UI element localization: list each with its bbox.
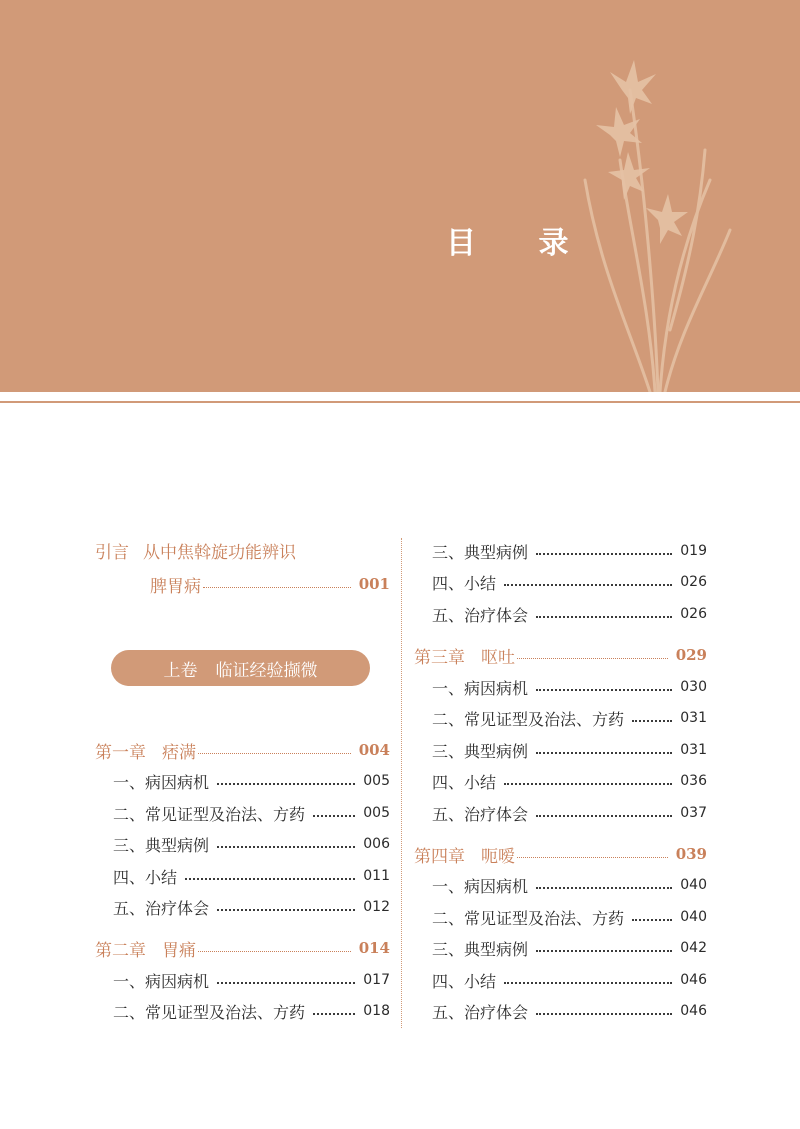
- volume-heading[interactable]: [111, 650, 370, 686]
- toc-section[interactable]: [414, 801, 707, 825]
- section-label: 五、治疗体会: [432, 1002, 529, 1022]
- toc-chapter-1[interactable]: [95, 738, 390, 762]
- section-label: 二、常见证型及治法、方药: [113, 1002, 306, 1022]
- section-page: 018: [363, 1003, 390, 1019]
- leader-dots: [313, 815, 355, 817]
- intro-title-line1: 从中焦斡旋功能辨识: [143, 542, 296, 563]
- leader-dots: [203, 587, 351, 588]
- section-page: 012: [363, 899, 390, 915]
- section-label: 五、治疗体会: [432, 605, 529, 625]
- toc-section[interactable]: [95, 801, 390, 825]
- chapter-title: 痞满: [162, 742, 196, 763]
- section-label: 四、小结: [432, 971, 497, 991]
- volume-label: 上卷: [163, 660, 198, 681]
- volume-title: 临证经验撷微: [215, 660, 318, 681]
- section-label: 二、常见证型及治法、方药: [432, 709, 625, 729]
- section-page: 017: [363, 972, 390, 988]
- section-label: 三、典型病例: [113, 835, 210, 855]
- section-label: 一、病因病机: [432, 678, 529, 698]
- section-page: 037: [680, 805, 707, 821]
- chapter-number: 第二章: [95, 940, 146, 961]
- leader-dots: [536, 689, 672, 691]
- section-label: 四、小结: [432, 772, 497, 792]
- toc-section[interactable]: [414, 706, 707, 730]
- chapter-title: 呃嗳: [481, 846, 515, 867]
- toc-section[interactable]: [95, 864, 390, 888]
- toc-section[interactable]: [414, 675, 707, 699]
- chapter-number: 第三章: [414, 647, 465, 668]
- toc-section[interactable]: [414, 769, 707, 793]
- toc-section[interactable]: [95, 999, 390, 1023]
- toc-section[interactable]: [95, 832, 390, 856]
- section-label: 三、典型病例: [432, 939, 529, 959]
- leader-dots: [536, 815, 672, 817]
- leader-dots: [198, 753, 351, 754]
- section-page: 011: [363, 868, 390, 884]
- leader-dots: [632, 720, 672, 722]
- leader-dots: [217, 846, 355, 848]
- section-label: 一、病因病机: [113, 772, 210, 792]
- toc-section[interactable]: [95, 895, 390, 919]
- leader-dots: [504, 584, 672, 586]
- leader-dots: [536, 553, 672, 555]
- section-label: 三、典型病例: [432, 542, 529, 562]
- chapter-page: 004: [358, 741, 390, 759]
- toc-section[interactable]: [414, 936, 707, 960]
- toc-chapter-4[interactable]: [414, 842, 707, 866]
- leader-dots: [517, 857, 668, 858]
- leader-dots: [536, 752, 672, 754]
- toc-intro-line1[interactable]: [95, 538, 390, 562]
- leader-dots: [504, 982, 672, 984]
- leader-dots: [504, 783, 672, 785]
- leader-dots: [536, 1013, 672, 1015]
- orchid-decoration: [560, 30, 740, 392]
- toc-intro-line2[interactable]: [150, 572, 390, 596]
- leader-dots: [217, 982, 355, 984]
- section-label: 三、典型病例: [432, 741, 529, 761]
- leader-dots: [536, 950, 672, 952]
- toc-section[interactable]: [95, 968, 390, 992]
- intro-label: 引言: [95, 542, 129, 563]
- leader-dots: [536, 616, 672, 618]
- section-label: 一、病因病机: [113, 971, 210, 991]
- leader-dots: [517, 658, 668, 659]
- column-divider: [401, 538, 402, 1028]
- header-rule: [0, 401, 800, 403]
- chapter-number: 第一章: [95, 742, 146, 763]
- section-label: 五、治疗体会: [432, 804, 529, 824]
- section-page: 031: [680, 710, 707, 726]
- section-page: 046: [680, 1003, 707, 1019]
- section-page: 046: [680, 972, 707, 988]
- chapter-number: 第四章: [414, 846, 465, 867]
- toc-section[interactable]: [414, 999, 707, 1023]
- section-label: 二、常见证型及治法、方药: [113, 804, 306, 824]
- leader-dots: [198, 951, 351, 952]
- section-page: 036: [680, 773, 707, 789]
- toc-chapter-2[interactable]: [95, 936, 390, 960]
- section-label: 二、常见证型及治法、方药: [432, 908, 625, 928]
- toc-section[interactable]: [414, 570, 707, 594]
- section-page: 042: [680, 940, 707, 956]
- section-page: 026: [680, 606, 707, 622]
- toc-section[interactable]: [95, 769, 390, 793]
- section-page: 030: [680, 679, 707, 695]
- chapter-page: 014: [358, 939, 390, 957]
- leader-dots: [632, 919, 672, 921]
- section-page: 006: [363, 836, 390, 852]
- intro-title-line2: 脾胃病: [150, 576, 201, 597]
- toc-section[interactable]: [414, 968, 707, 992]
- section-label: 五、治疗体会: [113, 898, 210, 918]
- toc-section[interactable]: [414, 738, 707, 762]
- section-page: 031: [680, 742, 707, 758]
- section-label: 四、小结: [113, 867, 178, 887]
- section-page: 040: [680, 877, 707, 893]
- section-page: 019: [680, 543, 707, 559]
- toc-section[interactable]: [414, 873, 707, 897]
- header-banner: [0, 0, 800, 392]
- toc-section[interactable]: [414, 539, 707, 563]
- chapter-page: 039: [675, 845, 707, 863]
- intro-page: 001: [358, 575, 390, 593]
- section-page: 005: [363, 773, 390, 789]
- chapter-title: 呕吐: [481, 647, 515, 668]
- leader-dots: [217, 909, 355, 911]
- toc-section[interactable]: [414, 602, 707, 626]
- page-title: 目 录: [446, 226, 595, 261]
- section-label: 四、小结: [432, 573, 497, 593]
- section-page: 040: [680, 909, 707, 925]
- leader-dots: [185, 878, 355, 880]
- leader-dots: [313, 1013, 355, 1015]
- chapter-title: 胃痛: [162, 940, 196, 961]
- toc-chapter-3[interactable]: [414, 643, 707, 667]
- leader-dots: [217, 783, 355, 785]
- chapter-page: 029: [675, 646, 707, 664]
- leader-dots: [536, 887, 672, 889]
- section-page: 026: [680, 574, 707, 590]
- toc-section[interactable]: [414, 905, 707, 929]
- section-page: 005: [363, 805, 390, 821]
- section-label: 一、病因病机: [432, 876, 529, 896]
